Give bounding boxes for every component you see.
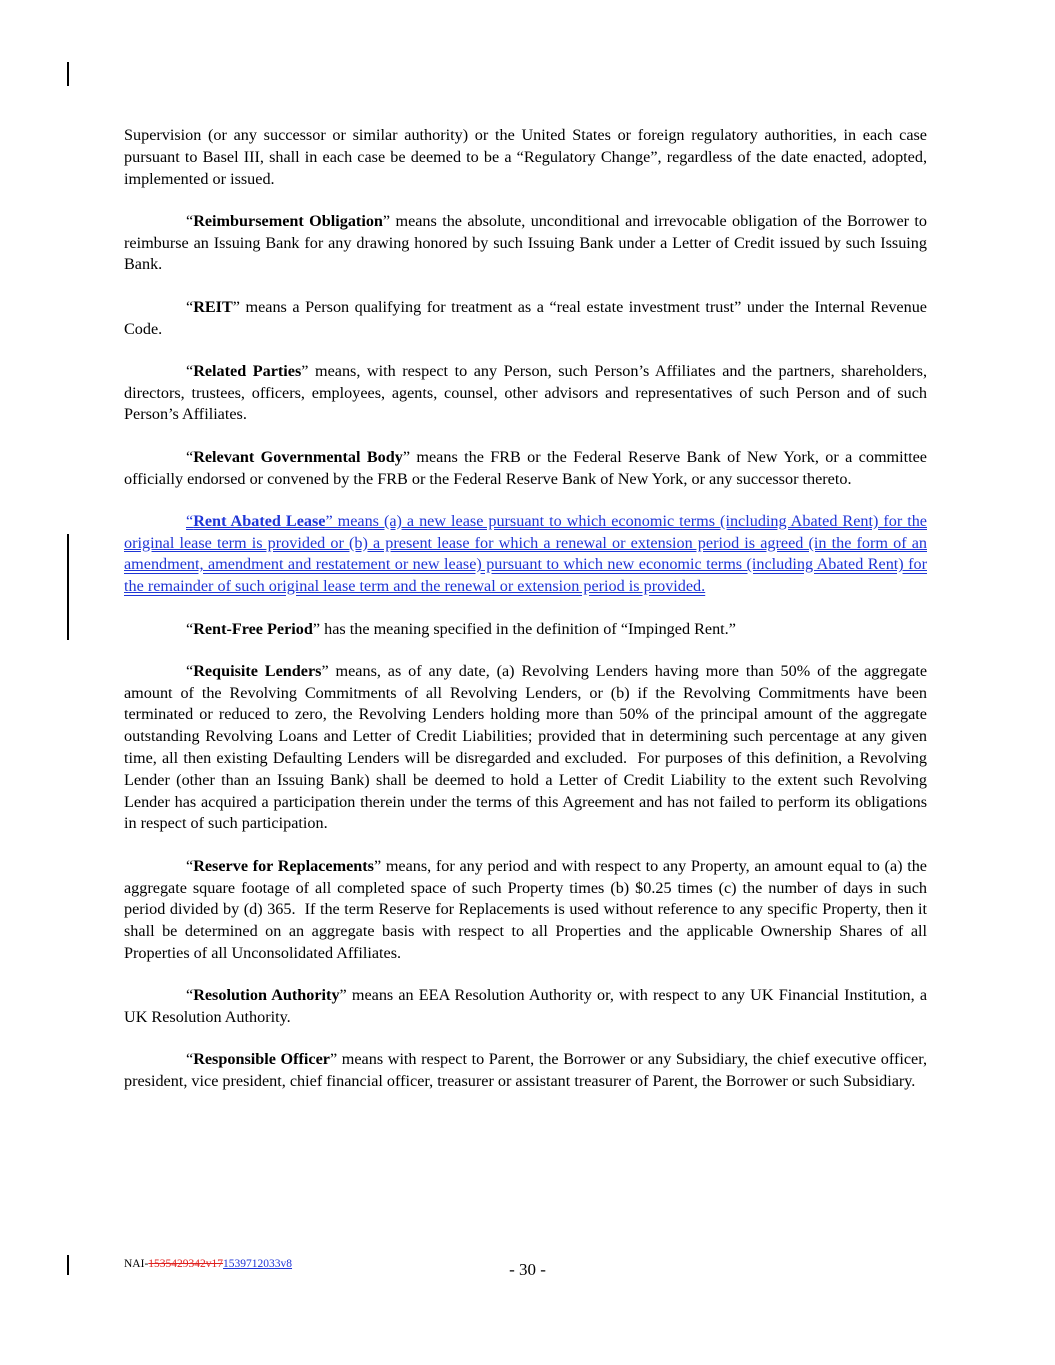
change-bar	[67, 534, 69, 640]
deleted-doc-id: 1535429342v17	[148, 1258, 224, 1270]
page-number: - 30 -	[509, 1260, 546, 1279]
definition-rent-free-period: “Rent-Free Period” has the meaning specified in the definition of “Impinged Rent.”	[186, 619, 736, 638]
defined-term: Resolution Authority	[193, 986, 340, 1005]
change-bar	[67, 62, 69, 86]
definition-related-parties: “Related Parties” means, with respect to any Person, such Person’s Affiliates and the partners, shareholders, directors, trustees, officers, employees, agents, counsel, other advisors and representatives of such Person and of such Person’s Affiliates.	[124, 361, 927, 424]
definition-reimbursement-obligation: “Reimbursement Obligation” means the absolute, unconditional and irrevocable obligation of the Borrower to reimburse an Issuing Bank for any drawing honored by such Issuing Bank under a Letter of Credit issued by such Issuing Bank.	[124, 211, 927, 274]
defined-term: REIT	[193, 297, 233, 316]
definition-resolution-authority: “Resolution Authority” means an EEA Resolution Authority or, with respect to any UK Financial Institution, a UK Resolution Authority.	[124, 986, 927, 1026]
definition-responsible-officer: “Responsible Officer” means with respect to Parent, the Borrower or any Subsidiary, the chief executive officer, president, vice president, chief financial officer, treasurer or assistant treasurer of Parent, the Borrower or such Subsidiary.	[124, 1050, 927, 1091]
definition-relevant-governmental-body: “Relevant Governmental Body” means the FRB or the Federal Reserve Bank of New York, or a committee officially endorsed or convened by the FRB or the Federal Reserve Bank of New York, or any successor thereto.	[124, 447, 927, 488]
defined-term: Rent-Free Period	[193, 619, 313, 638]
definition-reserve-for-replacements: “Reserve for Replacements” means, for any period and with respect to any Property, an amount equal to (a) the aggregate square footage of all completed space of such Property times (b) $0.25 times (c) the number of days in such period divided by (d) 365. If the term Reserve for Replacements is used without reference to any specific Property, then it shall be determined on an aggregate basis with respect to all Properties and the applicable Ownership Shares of all Properties of all Unconsolidated Affiliates.	[124, 856, 927, 962]
defined-term: Related Parties	[193, 361, 302, 380]
defined-term: Rent Abated Lease	[193, 511, 326, 530]
document-body	[124, 125, 927, 1113]
definition-rent-abated-lease-inserted: “Rent Abated Lease” means (a) a new lease pursuant to which economic terms (including Abated Rent) for the original lease term is provided or (b) a present lease for which a renewal or extension period is agreed (in the form of an amendment, amendment and restatement or new lease) pursuant to which new economic terms (including Abated Rent) for the remainder of such original lease term and the renewal or extension period is provided.	[124, 511, 927, 596]
definition-reit: “REIT” means a Person qualifying for treatment as a “real estate investment trust” under the Internal Revenue Code.	[124, 297, 927, 338]
inserted-doc-id: 1539712033v8	[223, 1258, 293, 1270]
defined-term: Responsible Officer	[193, 1050, 330, 1069]
defined-term: Requisite Lenders	[193, 661, 322, 680]
defined-term: Reserve for Replacements	[193, 856, 374, 875]
document-id: NAI-1535429342v171539712033v8	[124, 1258, 293, 1270]
defined-term: Reimbursement Obligation	[193, 211, 383, 230]
defined-term: Relevant Governmental Body	[193, 447, 403, 466]
paragraph-continuation: Supervision (or any successor or similar authority) or the United States or foreign regulatory authorities, in each case pursuant to Basel III, shall in each case be deemed to be a “Regulatory Change”, regardless of the date enacted, adopted, implemented or issued.	[124, 126, 927, 188]
definition-requisite-lenders: “Requisite Lenders” means, as of any date, (a) Revolving Lenders having more than 50% of the aggregate amount of the Revolving Commitments of all Revolving Lenders, or (b) if the Revolving Commitments have been terminated or reduced to zero, the Revolving Lenders holding more than 50% of the principal amount of the aggregate outstanding Revolving Loans and Letter of Credit Liabilities; provided that in determining such percentage at any given time, all then existing Defaulting Lenders will be disregarded and excluded. For purposes of this definition, a Revolving Lender (other than an Issuing Bank) shall be deemed to hold a Letter of Credit Liability to the extent such Revolving Lender has acquired a participation therein under the terms of this Agreement and has not failed to perform its obligations in respect of such participation.	[124, 661, 927, 833]
